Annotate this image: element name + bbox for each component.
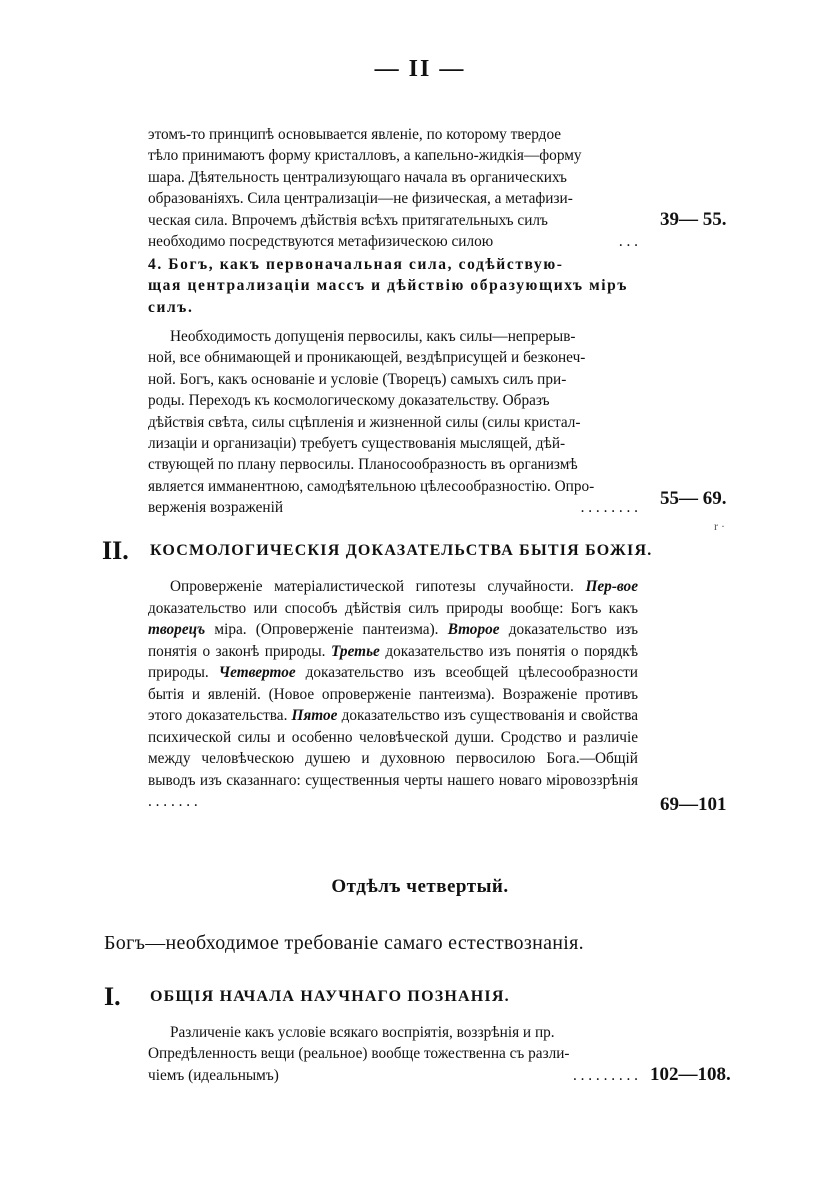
text-line: образованіяхъ. Сила централизаціи—не физическая, а метафизи- <box>148 190 573 208</box>
text-line: этомъ-то принципѣ основывается явленіе, по которому твердое <box>148 126 562 143</box>
page-range: 39— 55. <box>660 209 727 230</box>
text-line: лизаціи и организаціи) требуетъ существованія мыслящей, дѣй- <box>148 435 566 453</box>
section-title: ОБЩІЯ НАЧАЛА НАУЧНАГО ПОЗНАНІЯ. <box>150 988 510 1005</box>
summary-text: доказательство или способъ дѣйствія силъ природы вообще: Богъ какъ <box>148 599 638 617</box>
text-line: шара. Дѣятельность централизующаго начала въ органическихъ <box>148 168 567 186</box>
page-number: — II — <box>374 56 466 82</box>
text-line: тѣло принимаютъ форму кристалловъ, а капельно-жидкія—форму <box>148 147 582 165</box>
summary-text: доказательство изъ понятія о законѣ природы. <box>148 621 638 660</box>
heading-line: 4. Богъ, какъ первоначальная сила, содѣйствую- <box>148 256 564 273</box>
margin-mark: r · <box>714 519 725 533</box>
ordinal-emphasis: Пер-вое <box>585 578 638 595</box>
text-line: дѣйствія свѣта, силы сцѣпленія и жизненной силы (силы кристал- <box>148 413 581 431</box>
ordinal-emphasis: Четвертое <box>218 664 296 681</box>
text-line <box>148 231 638 252</box>
text-line: роды. Переходъ къ космологическому доказательству. Образъ <box>148 392 550 410</box>
text-line: является имманентною, самодѣятельною цѣлесообразностію. Опро- <box>148 477 595 495</box>
text-line-end: верженія возраженій <box>148 499 284 517</box>
ordinal-emphasis: Третье <box>330 642 380 660</box>
text-line: Опредѣленность вещи (реальное) вообще тожественна съ разли- <box>148 1045 570 1063</box>
text-line: ной. Богъ, какъ основаніе и условіе (Творецъ) самыхъ силъ при- <box>148 370 567 388</box>
heading-line: силъ. <box>148 298 194 316</box>
emphasis: творецъ <box>148 621 206 638</box>
section-number: I. <box>104 982 121 1011</box>
dot-leader: . . . . . . . <box>148 793 198 810</box>
heading-line: щая централизаціи массъ и дѣйствію образующихъ міръ <box>148 277 629 295</box>
subsection-heading <box>148 254 638 318</box>
text-line: ной, все обнимающей и проникающей, вездѣприсущей и безконеч- <box>148 349 586 367</box>
text-line-end: необходимо посредствуются метафизическою силою <box>148 233 494 251</box>
page-range: 55— 69. <box>660 488 727 509</box>
summary-text: доказательство изъ понятія о порядкѣ природы. <box>148 642 639 681</box>
dot-leader: . . . . . . . . <box>580 499 638 517</box>
page-range: 69—101 <box>660 794 727 815</box>
section-summary <box>148 576 638 813</box>
section-summary <box>148 1022 638 1086</box>
text-line-end: чіемъ (идеальнымъ) <box>148 1066 279 1084</box>
subsection-summary <box>148 326 638 519</box>
text-line: ствующей по плану первосилы. Планосообразность въ организмѣ <box>148 456 578 474</box>
text-line <box>148 497 638 518</box>
part-subtitle: Богъ—необходимое требованіе самаго естествознанія. <box>104 932 584 954</box>
dot-leader: . . . <box>618 233 638 251</box>
summary-text: міра. (Опроверженіе пантеизма). <box>214 621 439 638</box>
text-line: ческая сила. Впрочемъ дѣйствія всѣхъ притягательныхъ силъ <box>148 211 548 229</box>
part-title: Отдѣлъ четвертый. <box>331 876 509 897</box>
summary-text: доказательство изъ всеобщей цѣлесообразности бытія и явленій. (Новое опроверженіе пантеизма). Возраженіе противъ этого доказательства. <box>148 664 638 724</box>
text-line <box>148 1065 638 1086</box>
dot-leader: . . . . . . . . . <box>572 1066 638 1084</box>
text-line: Различеніе какъ условіе всякаго воспріятія, воззрѣнія и пр. <box>170 1024 555 1041</box>
ordinal-emphasis: Пятое <box>291 707 338 724</box>
summary-text: доказательство изъ существованія и свойства психической силы и особенно человѣческой души. Сродство и различіе между человѣческою душею и духовною первосилою Бога.—Общій выводъ изъ сказаннаго: существенныя черты нашего новаго міровоззрѣнія <box>148 707 639 789</box>
summary-text: Опроверженіе матеріалистической гипотезы случайности. <box>170 578 574 595</box>
toc-entry-continuation <box>148 124 638 252</box>
page-range: 102—108. <box>650 1064 731 1085</box>
text-line: Необходимость допущенія первосилы, какъ силы—непрерыв- <box>170 328 576 345</box>
section-number: II. <box>102 536 129 565</box>
ordinal-emphasis: Второе <box>447 621 500 638</box>
section-title: КОСМОЛОГИЧЕСКІЯ ДОКАЗАТЕЛЬСТВА БЫТІЯ БОЖІЯ. <box>150 542 653 559</box>
